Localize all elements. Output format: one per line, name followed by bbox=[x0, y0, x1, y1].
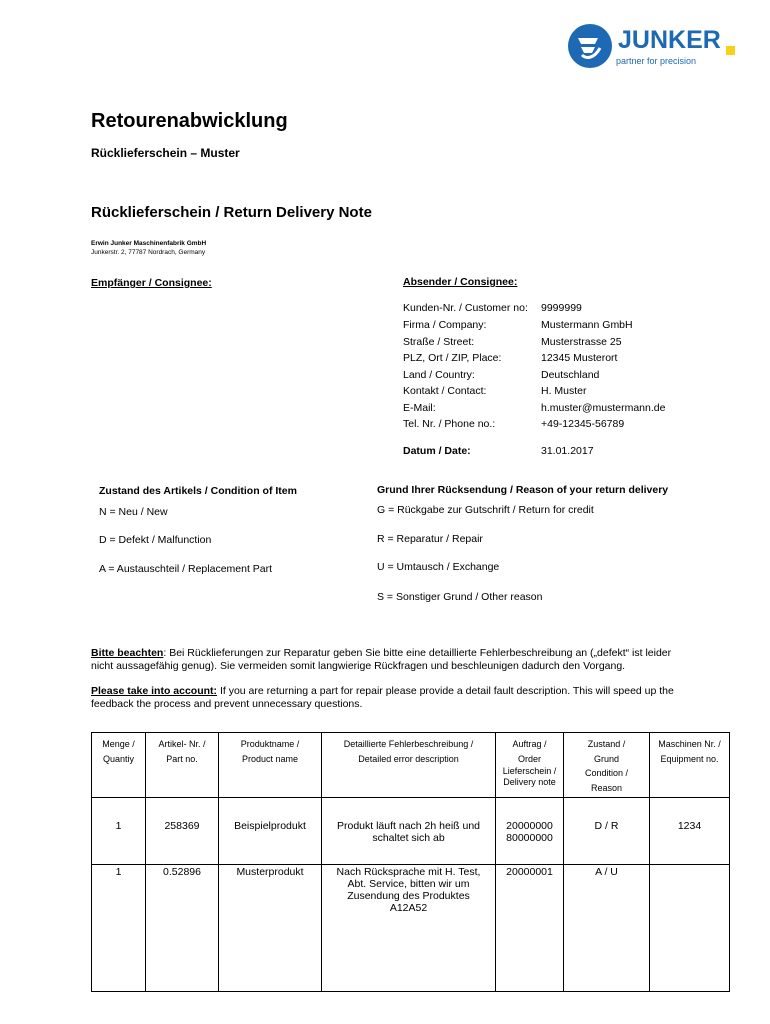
cell-quantity[interactable]: 1 bbox=[92, 865, 146, 992]
page-subtitle: Rücklieferschein – Muster bbox=[91, 146, 240, 160]
date-label: Datum / Date: bbox=[403, 445, 471, 457]
condition-item: A = Austauschteil / Replacement Part bbox=[99, 563, 273, 575]
condition-heading: Zustand des Artikels / Condition of Item bbox=[99, 485, 297, 497]
note-english-lead: Please take into account: bbox=[91, 685, 218, 697]
cell-part-no[interactable]: 0.52896 bbox=[146, 865, 219, 992]
cell-product-name[interactable]: Beispielprodukt bbox=[219, 798, 322, 865]
section-title: Rücklieferschein / Return Delivery Note bbox=[91, 204, 372, 221]
header-text: Zustand / bbox=[587, 739, 626, 749]
company-address: Junkerstr. 2, 77787 Nordrach, Germany bbox=[91, 249, 206, 256]
cell-order-delivery[interactable] bbox=[496, 798, 564, 865]
logo-dot bbox=[726, 46, 735, 55]
header-text: Detailed error description bbox=[358, 753, 459, 764]
note-german-lead: Bitte beachten bbox=[91, 647, 164, 659]
return-items-table bbox=[91, 732, 730, 992]
sender-label: Kontakt / Contact: bbox=[403, 385, 487, 397]
cell-error-description[interactable] bbox=[322, 865, 496, 992]
sender-label: Straße / Street: bbox=[403, 336, 475, 348]
sender-value: Mustermann GmbH bbox=[541, 319, 633, 331]
page-title: Retourenabwicklung bbox=[91, 110, 288, 132]
sender-label: PLZ, Ort / ZIP, Place: bbox=[403, 352, 502, 364]
header-text: Artikel- Nr. / bbox=[158, 739, 206, 749]
cell-equipment-no[interactable]: 1234 bbox=[650, 798, 730, 865]
date-value: 31.01.2017 bbox=[541, 445, 594, 457]
sender-value: Musterstrasse 25 bbox=[541, 336, 622, 348]
header-text: Part no. bbox=[166, 753, 198, 764]
reason-item: G = Rückgabe zur Gutschrift / Return for credit bbox=[377, 504, 594, 516]
header-text: Menge / bbox=[102, 739, 135, 749]
sender-value: +49-12345-56789 bbox=[541, 418, 625, 430]
sender-value: H. Muster bbox=[541, 385, 587, 397]
logo-brand: JUNKER bbox=[618, 26, 721, 54]
cell-quantity[interactable]: 1 bbox=[92, 798, 146, 865]
header-text: Maschinen Nr. / bbox=[658, 739, 721, 749]
header-text: Grund bbox=[593, 753, 619, 764]
header-part-no bbox=[146, 733, 219, 798]
header-order-delivery bbox=[496, 733, 564, 798]
cell-part-no[interactable]: 258369 bbox=[146, 798, 219, 865]
reason-item: S = Sonstiger Grund / Other reason bbox=[377, 591, 543, 603]
sender-label: E-Mail: bbox=[403, 402, 436, 414]
note-english bbox=[91, 685, 691, 711]
header-text: Detaillierte Fehlerbeschreibung / bbox=[343, 739, 474, 749]
sender-value: 9999999 bbox=[541, 302, 582, 314]
sender-value: Deutschland bbox=[541, 369, 600, 381]
sender-value: 12345 Musterort bbox=[541, 352, 618, 364]
cell-order-delivery[interactable]: 20000001 bbox=[496, 865, 564, 992]
header-product-name bbox=[219, 733, 322, 798]
header-text: Lieferschein / bbox=[502, 766, 557, 776]
header-text: Order bbox=[517, 753, 541, 764]
reason-item: R = Reparatur / Repair bbox=[377, 533, 483, 545]
header-text: Quantiy bbox=[102, 753, 135, 764]
header-text: Equipment no. bbox=[660, 753, 719, 764]
table-row bbox=[92, 798, 730, 865]
sender-label: Tel. Nr. / Phone no.: bbox=[403, 418, 496, 430]
header-text: Auftrag / bbox=[512, 739, 547, 749]
note-english-text: If you are returning a part for repair please provide a detail fault description. This will speed up the feedback the process and prevent unnecessary questions. bbox=[91, 685, 674, 710]
header-condition-reason bbox=[564, 733, 650, 798]
sender-heading: Absender / Consignee: bbox=[403, 276, 518, 288]
cell-condition-reason[interactable]: D / R bbox=[564, 798, 650, 865]
sender-label: Kunden-Nr. / Customer no: bbox=[403, 302, 528, 314]
cell-error-description[interactable] bbox=[322, 798, 496, 865]
cell-equipment-no[interactable] bbox=[650, 865, 730, 992]
logo-tagline: partner for precision bbox=[616, 56, 697, 66]
reason-heading: Grund Ihrer Rücksendung / Reason of your return delivery bbox=[377, 484, 669, 496]
company-name: Erwin Junker Maschinenfabrik GmbH bbox=[91, 240, 207, 247]
header-error-description bbox=[322, 733, 496, 798]
sender-label: Firma / Company: bbox=[403, 319, 487, 331]
cell-text: 20000000 80000000 bbox=[506, 820, 553, 844]
reason-item: U = Umtausch / Exchange bbox=[377, 561, 500, 573]
cell-condition-reason[interactable]: A / U bbox=[564, 865, 650, 992]
consignee-heading: Empfänger / Consignee: bbox=[91, 277, 212, 289]
header-equipment-no bbox=[650, 733, 730, 798]
header-text: Produktname / bbox=[240, 739, 300, 749]
cell-text: Produkt läuft nach 2h heiß und schaltet sich ab bbox=[336, 820, 480, 844]
table-header-row bbox=[92, 733, 730, 798]
header-text: Reason bbox=[590, 782, 623, 793]
header-text: Delivery note bbox=[503, 777, 556, 787]
header-text: Condition / bbox=[584, 768, 629, 778]
condition-item: N = Neu / New bbox=[99, 506, 168, 518]
condition-item: D = Defekt / Malfunction bbox=[99, 534, 212, 546]
cell-text: Nach Rücksprache mit H. Test, Abt. Service, bitten wir um Zusendung des Produktes A12A52 bbox=[336, 866, 481, 914]
header-text: Product name bbox=[241, 753, 299, 764]
sender-label: Land / Country: bbox=[403, 369, 475, 381]
note-german-text: : Bei Rücklieferungen zur Reparatur geben Sie bitte eine detaillierte Fehlerbeschreibung an („defekt“ ist leider nicht aussagefähig genug). Sie vermeiden somit langwierige Rückfragen und beschleunigen dadurch den Vorgang. bbox=[91, 647, 672, 672]
junker-emblem-icon bbox=[568, 24, 612, 68]
table-row bbox=[92, 865, 730, 992]
sender-value: h.muster@mustermann.de bbox=[541, 402, 666, 414]
header-quantity bbox=[92, 733, 146, 798]
note-german bbox=[91, 647, 691, 673]
cell-product-name[interactable]: Musterprodukt bbox=[219, 865, 322, 992]
junker-logo bbox=[568, 24, 744, 70]
